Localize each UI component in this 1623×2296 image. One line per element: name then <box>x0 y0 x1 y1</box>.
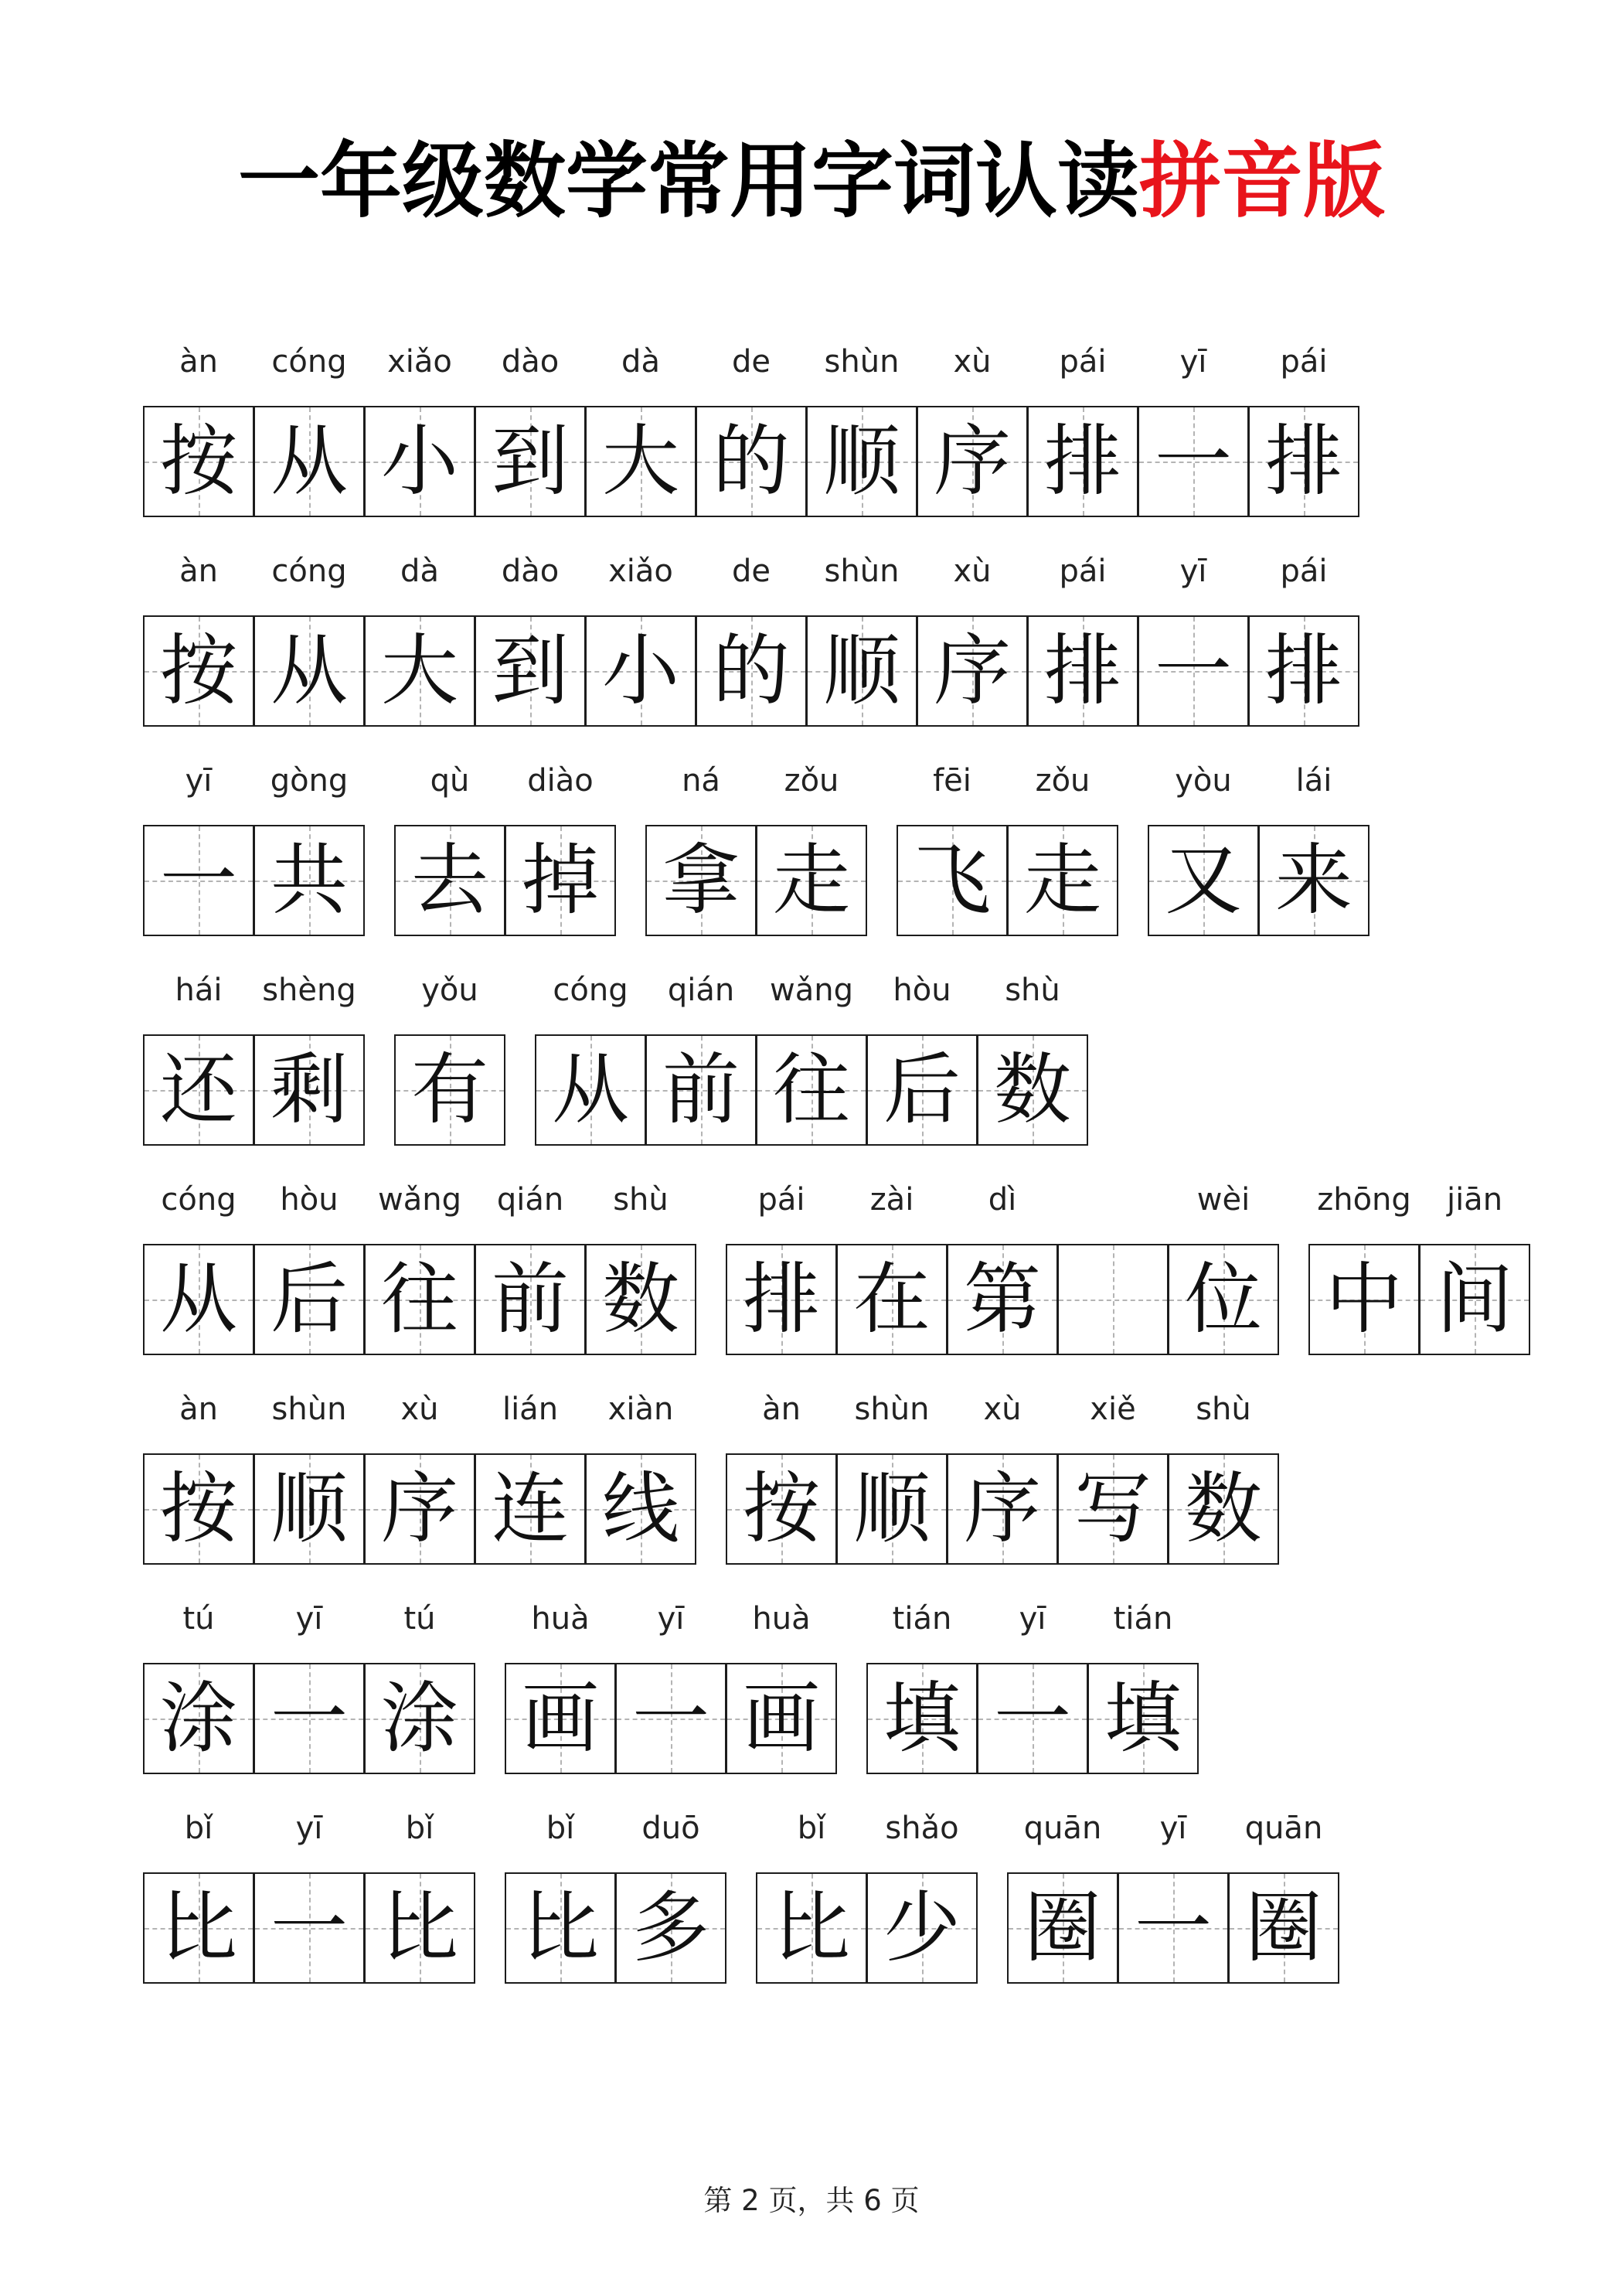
pinyin-label: yòu <box>1175 763 1232 799</box>
tianzige-cell <box>143 1244 254 1355</box>
tianzige-cell <box>394 825 505 936</box>
tianzige-cell <box>253 825 365 936</box>
tianzige-cell <box>143 1663 254 1774</box>
hanzi-character: 掉 <box>522 835 599 925</box>
hanzi-character: 画 <box>743 1673 820 1763</box>
hanzi-character: 按 <box>743 1463 820 1554</box>
tianzige-cell <box>866 1663 978 1774</box>
hanzi-character: 序 <box>964 1463 1041 1554</box>
tianzige-cell <box>836 1453 948 1565</box>
tianzige-cell <box>1057 1453 1169 1565</box>
hanzi-character: 剩 <box>270 1044 348 1135</box>
pinyin-label: diào <box>527 763 594 799</box>
pinyin-label: wèi <box>1196 1182 1250 1218</box>
hanzi-character: 又 <box>1165 835 1242 925</box>
hanzi-character: 按 <box>160 416 237 506</box>
pinyin-label: yǒu <box>421 973 478 1008</box>
pinyin-label: shùn <box>271 1392 347 1427</box>
hanzi-character: 走 <box>1024 835 1101 925</box>
tianzige-cell <box>947 1453 1058 1565</box>
tianzige-cell <box>756 1034 867 1146</box>
pinyin-label: de <box>732 554 771 589</box>
hanzi-character: 一 <box>270 1882 348 1973</box>
pinyin-label: xiǎo <box>387 344 452 380</box>
pinyin-label: qián <box>496 1182 564 1218</box>
hanzi-character: 飞 <box>914 835 991 925</box>
pinyin-label: dào <box>501 344 560 380</box>
hanzi-character: 顺 <box>270 1463 348 1554</box>
tianzige-cell <box>977 1663 1088 1774</box>
tianzige-cell <box>836 1244 948 1355</box>
tianzige-cell <box>806 406 917 517</box>
tianzige-cell <box>866 1034 978 1146</box>
pinyin-label: tú <box>182 1601 215 1637</box>
pinyin-label: hòu <box>280 1182 339 1218</box>
pinyin-label: hòu <box>893 973 951 1008</box>
pinyin-label: yī <box>1159 1811 1187 1846</box>
tianzige-cell <box>645 825 757 936</box>
pinyin-label: dì <box>988 1182 1017 1218</box>
hanzi-character: 线 <box>602 1463 679 1554</box>
tianzige-cell <box>726 1244 837 1355</box>
tianzige-cell <box>1138 615 1249 727</box>
hanzi-character: 前 <box>492 1254 569 1344</box>
tianzige-cell <box>917 615 1028 727</box>
hanzi-character: 排 <box>743 1254 820 1344</box>
hanzi-character: 排 <box>1044 625 1121 716</box>
tianzige-cell <box>585 406 696 517</box>
pinyin-label: tú <box>403 1601 436 1637</box>
pinyin-label: hái <box>175 973 223 1008</box>
pinyin-label: yī <box>295 1601 323 1637</box>
hanzi-character: 去 <box>411 835 488 925</box>
pinyin-label: shù <box>613 1182 669 1218</box>
tianzige-cell <box>696 615 807 727</box>
pinyin-label: àn <box>179 554 218 589</box>
tianzige-cell <box>1248 406 1359 517</box>
pinyin-label: jiān <box>1446 1182 1503 1218</box>
pinyin-label: àn <box>179 344 218 380</box>
tianzige-cell <box>1138 406 1249 517</box>
tianzige-cell <box>1168 1244 1279 1355</box>
pinyin-label: yī <box>1179 554 1207 589</box>
pinyin-label: de <box>732 344 771 380</box>
hanzi-character: 从 <box>160 1254 237 1344</box>
tianzige-cell <box>615 1872 726 1984</box>
hanzi-character: 到 <box>492 416 569 506</box>
pinyin-label: pái <box>1280 554 1328 589</box>
pinyin-label: quān <box>1023 1811 1102 1846</box>
tianzige-cell <box>253 1244 365 1355</box>
tianzige-cell <box>364 406 475 517</box>
tianzige-cell <box>364 1453 475 1565</box>
tianzige-cell <box>1308 1244 1420 1355</box>
hanzi-character: 有 <box>411 1044 488 1135</box>
hanzi-character: 一 <box>160 835 237 925</box>
hanzi-character: 数 <box>602 1254 679 1344</box>
tianzige-cell <box>726 1453 837 1565</box>
pinyin-label: cóng <box>271 344 347 380</box>
hanzi-character: 第 <box>964 1254 1041 1344</box>
hanzi-character <box>1059 1245 1167 1354</box>
pinyin-label: yī <box>657 1601 685 1637</box>
hanzi-character: 的 <box>713 625 790 716</box>
pinyin-label: lái <box>1295 763 1332 799</box>
hanzi-character: 一 <box>270 1673 348 1763</box>
hanzi-character: 从 <box>270 416 348 506</box>
tianzige-cell <box>394 1034 505 1146</box>
tianzige-cell <box>1007 825 1118 936</box>
hanzi-character: 一 <box>1135 1882 1212 1973</box>
tianzige-cell <box>475 615 586 727</box>
hanzi-character: 排 <box>1044 416 1121 506</box>
hanzi-character: 后 <box>883 1044 961 1135</box>
pinyin-label: bǐ <box>184 1811 213 1846</box>
pinyin-label: tián <box>892 1601 952 1637</box>
pinyin-label: lián <box>502 1392 559 1427</box>
hanzi-character: 小 <box>381 416 458 506</box>
tianzige-cell <box>1258 825 1370 936</box>
tianzige-cell <box>1228 1872 1339 1984</box>
tianzige-cell <box>143 406 254 517</box>
tianzige-cell <box>1057 1244 1169 1355</box>
pinyin-label: zhōng <box>1317 1182 1411 1218</box>
hanzi-character: 数 <box>994 1044 1071 1135</box>
hanzi-character: 来 <box>1275 835 1352 925</box>
hanzi-character: 连 <box>492 1463 569 1554</box>
tianzige-cell <box>253 615 365 727</box>
tianzige-cell <box>1118 1872 1229 1984</box>
tianzige-cell <box>1027 615 1138 727</box>
tianzige-cell <box>1027 406 1138 517</box>
pinyin-label: yī <box>1179 344 1207 380</box>
pinyin-label: àn <box>179 1392 218 1427</box>
pinyin-label: shù <box>1196 1392 1251 1427</box>
hanzi-character: 走 <box>773 835 850 925</box>
tianzige-cell <box>806 615 917 727</box>
hanzi-character: 小 <box>602 625 679 716</box>
hanzi-character: 排 <box>1265 416 1342 506</box>
hanzi-character: 写 <box>1074 1463 1152 1554</box>
tianzige-cell <box>505 1663 616 1774</box>
hanzi-character: 后 <box>270 1254 348 1344</box>
hanzi-character: 往 <box>773 1044 850 1135</box>
pinyin-label: xù <box>953 344 992 380</box>
tianzige-cell <box>585 1244 696 1355</box>
pinyin-label: xù <box>983 1392 1022 1427</box>
pinyin-label: pái <box>1280 344 1328 380</box>
tianzige-cell <box>1419 1244 1530 1355</box>
page-footer: 第 2 页，共 6 页 <box>703 2184 920 2217</box>
tianzige-cell <box>364 615 475 727</box>
pinyin-label: qián <box>667 973 735 1008</box>
pinyin-label: zài <box>869 1182 914 1218</box>
hanzi-character: 拿 <box>662 835 740 925</box>
pinyin-label: yī <box>1019 1601 1046 1637</box>
hanzi-character: 涂 <box>160 1673 237 1763</box>
tianzige-cell <box>475 406 586 517</box>
hanzi-character: 共 <box>270 835 348 925</box>
pinyin-label: bǐ <box>546 1811 575 1846</box>
tianzige-cell <box>253 1034 365 1146</box>
pinyin-label: wǎng <box>770 973 853 1008</box>
tianzige-cell <box>1168 1453 1279 1565</box>
hanzi-character: 大 <box>381 625 458 716</box>
pinyin-label: zǒu <box>784 763 839 799</box>
hanzi-character: 还 <box>160 1044 237 1135</box>
hanzi-character: 比 <box>522 1882 599 1973</box>
pinyin-label: pái <box>757 1182 805 1218</box>
tianzige-cell <box>475 1244 586 1355</box>
pinyin-label: dà <box>621 344 660 380</box>
pinyin-label: àn <box>762 1392 801 1427</box>
pinyin-label: wǎng <box>378 1182 461 1218</box>
hanzi-character: 顺 <box>853 1463 931 1554</box>
hanzi-character: 比 <box>381 1882 458 1973</box>
hanzi-character: 按 <box>160 1463 237 1554</box>
pinyin-label: yī <box>185 763 213 799</box>
hanzi-character: 间 <box>1436 1254 1513 1344</box>
hanzi-character: 比 <box>160 1882 237 1973</box>
pinyin-label: shùn <box>854 1392 930 1427</box>
pinyin-label: pái <box>1059 344 1107 380</box>
pinyin-label: cóng <box>271 554 347 589</box>
hanzi-character: 数 <box>1185 1463 1262 1554</box>
pinyin-label: qù <box>430 763 470 799</box>
pinyin-label: cóng <box>553 973 628 1008</box>
title-highlight: 拼音版 <box>1139 134 1385 229</box>
tianzige-cell <box>535 1034 646 1146</box>
tianzige-cell <box>917 406 1028 517</box>
pinyin-label: yī <box>295 1811 323 1846</box>
hanzi-character: 到 <box>492 625 569 716</box>
hanzi-character: 按 <box>160 625 237 716</box>
hanzi-character: 比 <box>773 1882 850 1973</box>
hanzi-character: 画 <box>522 1673 599 1763</box>
tianzige-cell <box>364 1663 475 1774</box>
pinyin-label: xiǎo <box>608 554 673 589</box>
pinyin-label: duō <box>641 1811 700 1846</box>
pinyin-label: xù <box>400 1392 439 1427</box>
tianzige-cell <box>1248 615 1359 727</box>
hanzi-character: 在 <box>853 1254 931 1344</box>
pinyin-label: xiě <box>1090 1392 1136 1427</box>
page-title <box>0 128 1623 236</box>
tianzige-cell <box>726 1663 837 1774</box>
tianzige-cell <box>505 825 616 936</box>
hanzi-character: 顺 <box>823 625 900 716</box>
pinyin-label: huà <box>531 1601 590 1637</box>
pinyin-label: shù <box>1005 973 1060 1008</box>
hanzi-character: 填 <box>1104 1673 1182 1763</box>
tianzige-cell <box>1148 825 1259 936</box>
pinyin-label: xiàn <box>607 1392 674 1427</box>
tianzige-cell <box>977 1034 1088 1146</box>
title-main: 一年级数学常用字词认读 <box>238 134 1139 229</box>
tianzige-cell <box>585 1453 696 1565</box>
tianzige-cell <box>1087 1663 1199 1774</box>
hanzi-character: 从 <box>552 1044 629 1135</box>
tianzige-cell <box>364 1244 475 1355</box>
pinyin-label: zǒu <box>1035 763 1091 799</box>
tianzige-cell <box>475 1453 586 1565</box>
hanzi-character: 大 <box>602 416 679 506</box>
hanzi-character: 顺 <box>823 416 900 506</box>
tianzige-cell <box>143 1453 254 1565</box>
pinyin-label: pái <box>1059 554 1107 589</box>
hanzi-character: 从 <box>270 625 348 716</box>
tianzige-cell <box>756 1872 867 1984</box>
tianzige-cell <box>253 1453 365 1565</box>
tianzige-cell <box>1007 1872 1118 1984</box>
pinyin-label: ná <box>682 763 720 799</box>
hanzi-character: 前 <box>662 1044 740 1135</box>
hanzi-character: 圈 <box>1024 1882 1101 1973</box>
pinyin-label: bǐ <box>797 1811 826 1846</box>
tianzige-cell <box>143 615 254 727</box>
tianzige-cell <box>253 1872 365 1984</box>
hanzi-character: 序 <box>381 1463 458 1554</box>
pinyin-label: fēi <box>933 763 971 799</box>
pinyin-label: shèng <box>262 973 356 1008</box>
hanzi-character: 往 <box>381 1254 458 1344</box>
tianzige-cell <box>615 1663 726 1774</box>
tianzige-cell <box>756 825 867 936</box>
hanzi-character: 涂 <box>381 1673 458 1763</box>
tianzige-cell <box>143 825 254 936</box>
hanzi-character: 圈 <box>1245 1882 1322 1973</box>
hanzi-character: 排 <box>1265 625 1342 716</box>
tianzige-cell <box>253 1663 365 1774</box>
tianzige-cell <box>947 1244 1058 1355</box>
hanzi-character: 序 <box>934 416 1011 506</box>
pinyin-label: bǐ <box>405 1811 434 1846</box>
pinyin-label: huà <box>752 1601 811 1637</box>
tianzige-cell <box>143 1872 254 1984</box>
tianzige-cell <box>696 406 807 517</box>
hanzi-character: 多 <box>632 1882 709 1973</box>
pinyin-label: tián <box>1113 1601 1173 1637</box>
pinyin-label: xù <box>953 554 992 589</box>
tianzige-cell <box>645 1034 757 1146</box>
hanzi-character: 一 <box>1155 625 1232 716</box>
tianzige-cell <box>585 615 696 727</box>
hanzi-character: 中 <box>1325 1254 1403 1344</box>
pinyin-label: shǎo <box>885 1811 959 1846</box>
tianzige-cell <box>505 1872 616 1984</box>
hanzi-character: 少 <box>883 1882 961 1973</box>
tianzige-cell <box>253 406 365 517</box>
tianzige-cell <box>364 1872 475 1984</box>
hanzi-character: 的 <box>713 416 790 506</box>
pinyin-label: dà <box>400 554 439 589</box>
tianzige-cell <box>143 1034 254 1146</box>
hanzi-character: 一 <box>632 1673 709 1763</box>
hanzi-character: 一 <box>994 1673 1071 1763</box>
tianzige-cell <box>866 1872 978 1984</box>
pinyin-label: cóng <box>161 1182 236 1218</box>
pinyin-label: shùn <box>824 554 900 589</box>
tianzige-cell <box>897 825 1008 936</box>
hanzi-character: 位 <box>1185 1254 1262 1344</box>
hanzi-character: 一 <box>1155 416 1232 506</box>
hanzi-character: 填 <box>883 1673 961 1763</box>
pinyin-label: quān <box>1244 1811 1323 1846</box>
pinyin-label: dào <box>501 554 560 589</box>
hanzi-character: 序 <box>934 625 1011 716</box>
pinyin-label: gòng <box>270 763 349 799</box>
pinyin-label: shùn <box>824 344 900 380</box>
